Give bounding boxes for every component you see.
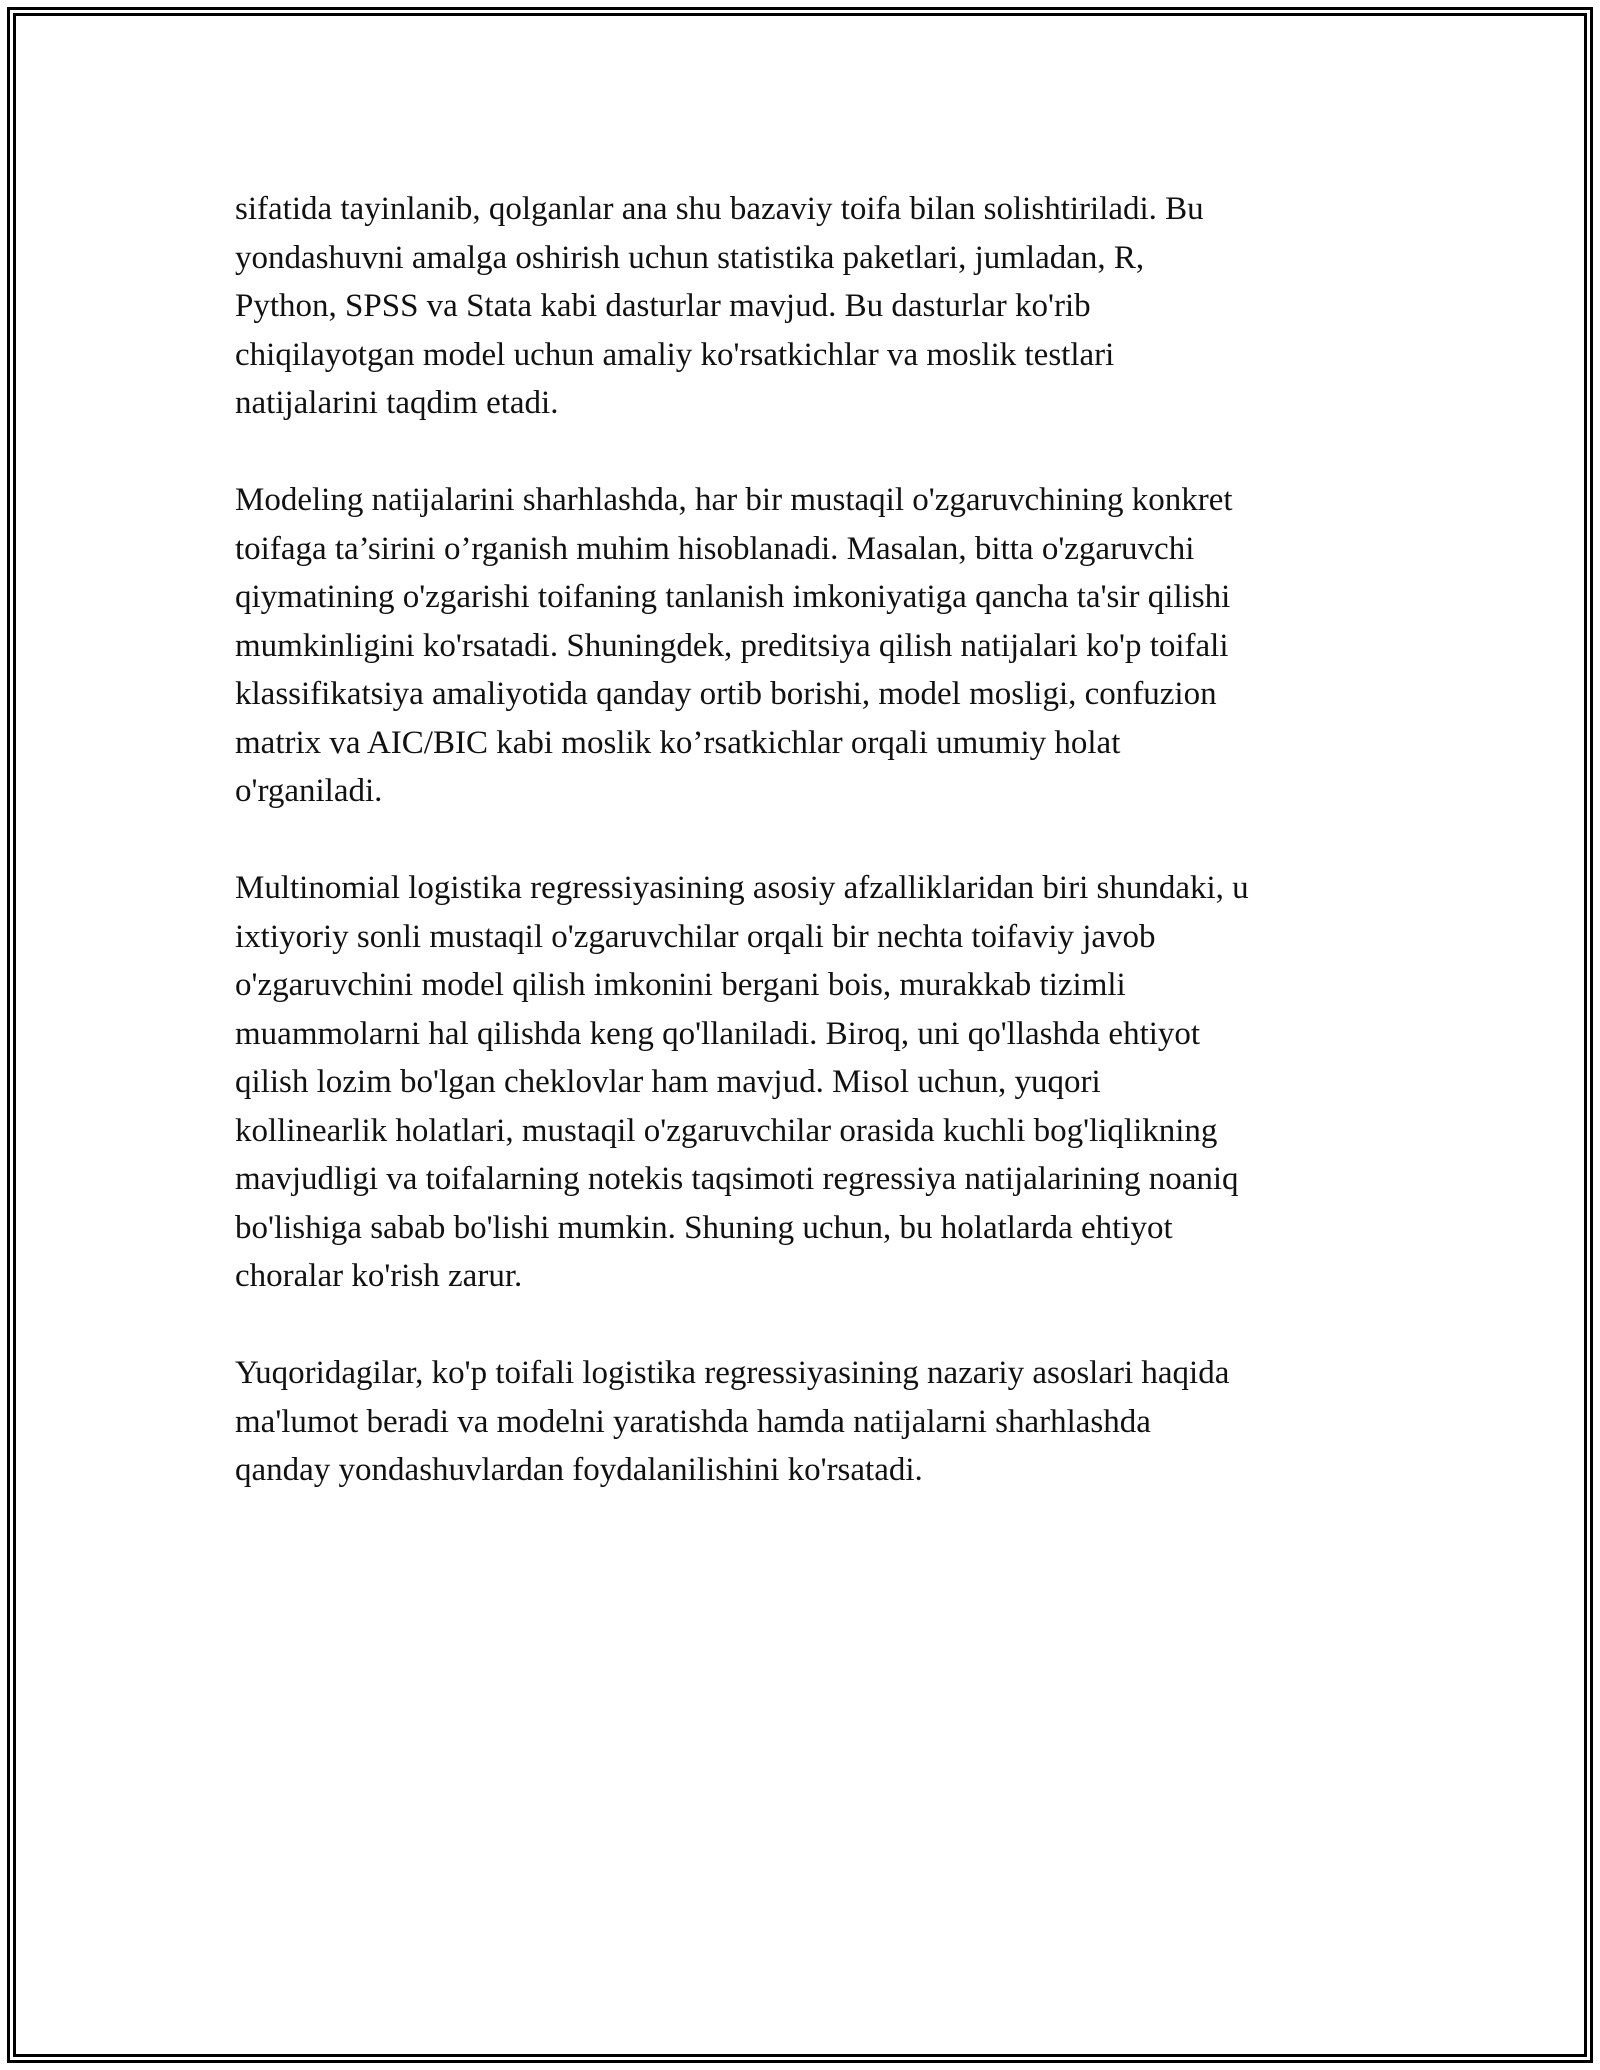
paragraph: Multinomial logistika regressiyasining asosiy afzalliklaridan biri shundaki, u ixtiyoriy sonli mustaqil o'zgaruvchilar orqali bir nechta toifaviy javob o'zgaruvchini model qilish imkonini bergani bois, murakkab tizimli muammolarni hal qilishda keng qo'llaniladi. Biroq, uni qo'llashda ehtiyot qilish lozim bo'lgan cheklovlar ham mavjud. Misol uchun, yuqori kollinearlik holatlari, mustaqil o'zgaruvchilar orasida kuchli bog'liqlikning mavjudligi va toifalarning notekis taqsimoti regressiya natijalarining noaniq bo'lishiga sabab bo'lishi mumkin. Shuning uchun, bu holatlarda ehtiyot choralar ko'rish zarur. bbox=[235, 870, 1249, 1294]
paragraph: Yuqoridagilar, ko'p toifali logistika regressiyasining nazariy asoslari haqida ma'lumot beradi va modelni yaratishda hamda natijalarni sharhlashda qanday yondashuvlardan foydalanilishini ko'rsatadi. bbox=[235, 1355, 1230, 1488]
paragraph: sifatida tayinlanib, qolganlar ana shu bazaviy toifa bilan solishtiriladi. Bu yondashuvni amalga oshirish uchun statistika paketlari, jumladan, R, Python, SPSS va Stata kabi dasturlar mavjud. Bu dasturlar ko'rib chiqilayotgan model uchun amaliy ko'rsatkichlar va moslik testlari natijalarini taqdim etadi. bbox=[235, 191, 1204, 421]
paragraph: Modeling natijalarini sharhlashda, har bir mustaqil o'zgaruvchining konkret toifaga ta’sirini o’rganish muhim hisoblanadi. Masalan, bitta o'zgaruvchi qiymatining o'zgarishi toifaning tanlanish imkoniyatiga qancha ta'sir qilishi mumkinligini ko'rsatadi. Shuningdek, preditsiya qilish natijalari ko'p toifali klassifikatsiya amaliyotida qanday ortib borishi, model mosligi, confuzion matrix va AIC/BIC kabi moslik ko’rsatkichlar orqali umumiy holat o'rganiladi. bbox=[235, 482, 1233, 809]
document-body bbox=[235, 185, 1385, 1543]
